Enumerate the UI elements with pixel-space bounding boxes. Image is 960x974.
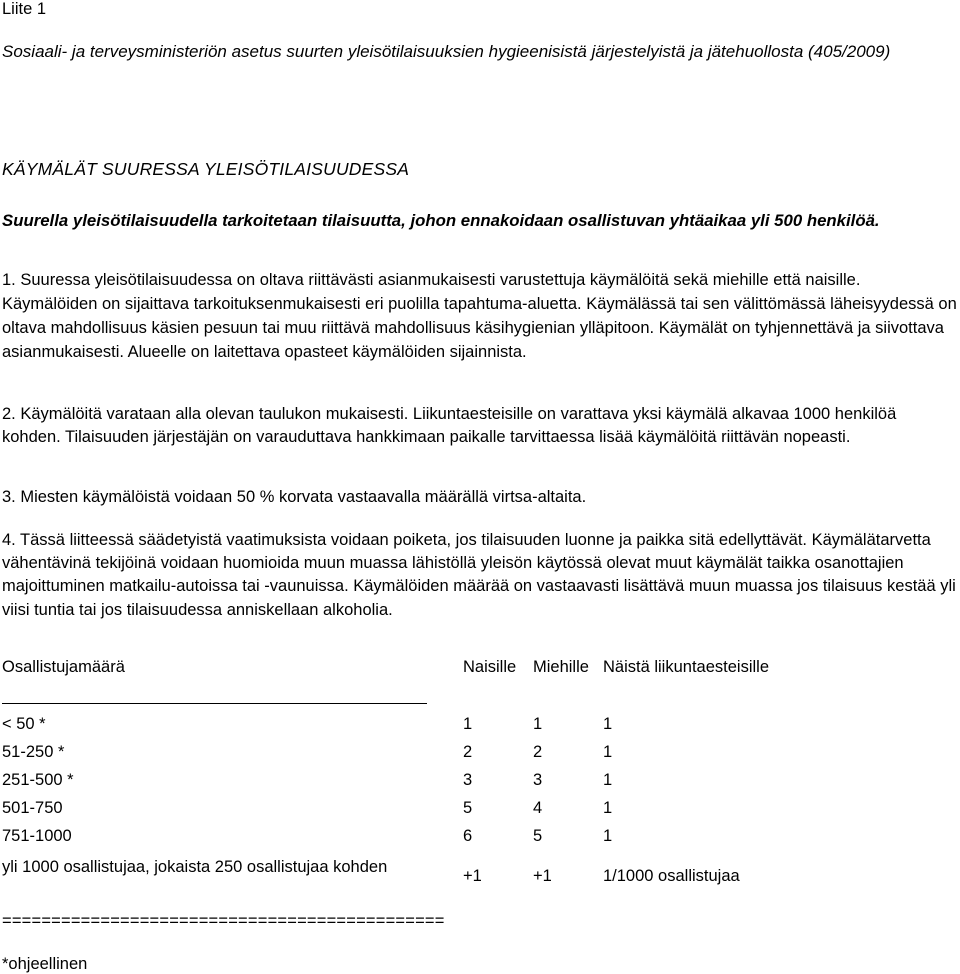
table-separator: ============================================= (2, 912, 445, 930)
table-row-label: 51-250 * (2, 743, 65, 761)
table-cell-women: 2 (463, 743, 473, 761)
paragraph-2: 2. Käymälöitä varataan alla olevan taulukon mukaisesti. Liikuntaesteisille on varattava yksi käymälä alkavaa 1000 henkilöä kohden. Tilaisuuden järjestäjän on varauduttava hankkimaan paikalle tarvittaessa lisää käymälöitä riittävän nopeasti. (2, 405, 897, 446)
table-cell-women: 1 (463, 715, 473, 733)
table-row-label: < 50 * (2, 715, 46, 733)
table-cell-women: 3 (463, 771, 473, 789)
table-cell-accessible: 1 (603, 827, 613, 845)
table-header-rule (2, 703, 427, 704)
intro-definition: Suurella yleisötilaisuudella tarkoitetaan tilaisuutta, johon ennakoidaan osallistuvan yhtäaikaa yli 500 henkilöä. (2, 211, 880, 230)
table-footnote: *ohjeellinen (2, 955, 88, 973)
table-cell-women: +1 (463, 867, 482, 885)
table-cell-accessible: 1 (603, 771, 613, 789)
header-participants: Osallistujamäärä (2, 658, 125, 676)
document-label: Liite 1 (2, 0, 47, 18)
table-cell-men: 3 (533, 771, 543, 789)
header-women: Naisille (463, 658, 517, 676)
table-cell-women: 6 (463, 827, 473, 845)
table-cell-accessible: 1/1000 osallistujaa (603, 867, 740, 885)
table-cell-accessible: 1 (603, 743, 613, 761)
table-cell-accessible: 1 (603, 799, 613, 817)
table-cell-women: 5 (463, 799, 473, 817)
table-row-label: yli 1000 osallistujaa, jokaista 250 osallistujaa kohden (2, 858, 388, 876)
decree-title: Sosiaali- ja terveysministeriön asetus suurten yleisötilaisuuksien hygieenisistä järjestelyistä ja jätehuollosta (405/2009) (2, 42, 891, 61)
table-row-label: 501-750 (2, 799, 63, 817)
table-row-label: 251-500 * (2, 771, 74, 789)
table-cell-men: 5 (533, 827, 543, 845)
table-cell-accessible: 1 (603, 715, 613, 733)
paragraph-4: 4. Tässä liitteessä säädetyistä vaatimuksista voidaan poiketa, jos tilaisuuden luonne ja paikka sitä edellyttävät. Käymälätarvetta vähentävinä tekijöinä voidaan huomioida muun muassa lähistöllä yleisön käytössä olevat muut käymälät taikka osanottajien majoittuminen matkailu-autoissa tai -vaunuissa. Käymälöiden määrää on vastaavasti lisättävä muun muassa jos tilaisuus kestää yli viisi tuntia tai jos tilaisuudessa anniskellaan alkoholia. (2, 531, 956, 619)
table-cell-men: 1 (533, 715, 543, 733)
header-accessible: Näistä liikuntaesteisille (603, 658, 769, 676)
paragraph-1: 1. Suuressa yleisötilaisuudessa on oltava riittävästi asianmukaisesti varustettuja käymälöitä sekä miehille että naisille. Käymälöiden on sijaittava tarkoituksenmukaisesti eri puolilla tapahtuma-aluetta. Käymälässä tai sen välittömässä läheisyydessä on oltava mahdollisuus käsien pesuun tai muu riittävä mahdollisuus käsihygienian ylläpitoon. Käymälät on tyhjennettävä ja siivottava asianmukaisesti. Alueelle on laitettava opasteet käymälöiden sijainnista. (2, 271, 957, 361)
table-cell-men: +1 (533, 867, 552, 885)
header-men: Miehille (533, 658, 589, 676)
table-cell-men: 2 (533, 743, 543, 761)
table-cell-men: 4 (533, 799, 543, 817)
table-row-label: 751-1000 (2, 827, 72, 845)
section-heading: KÄYMÄLÄT SUURESSA YLEISÖTILAISUUDESSA (2, 159, 410, 179)
paragraph-3: 3. Miesten käymälöistä voidaan 50 % korvata vastaavalla määrällä virtsa-altaita. (2, 488, 587, 506)
